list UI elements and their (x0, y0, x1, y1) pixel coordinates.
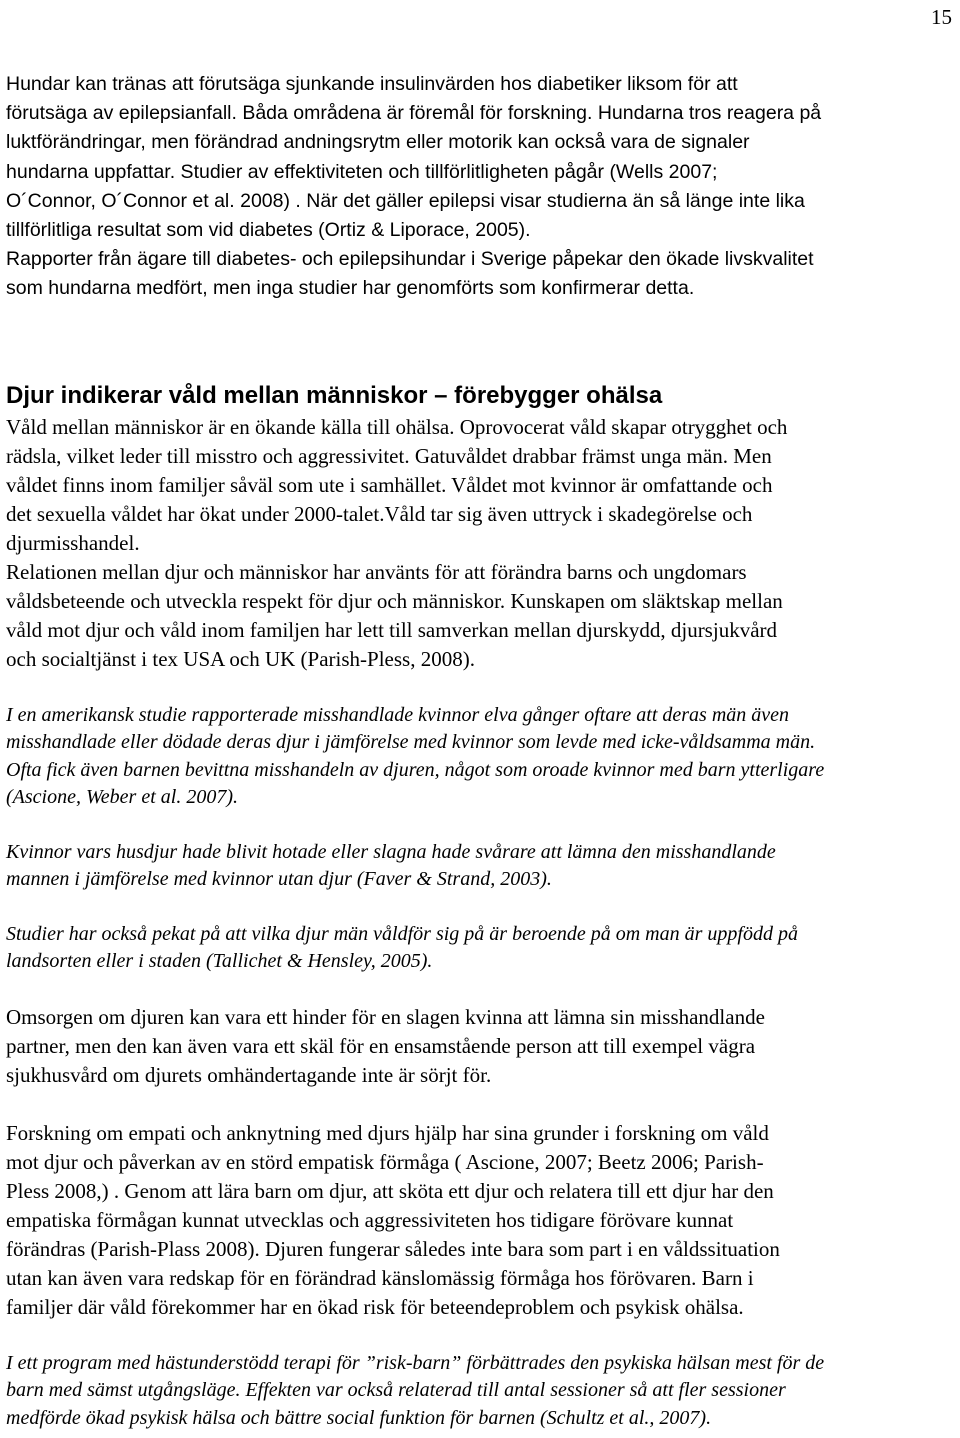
text-line: det sexuella våldet har ökat under 2000-talet.Våld tar sig även uttryck i skadegörelse och (6, 501, 753, 526)
text-line: O´Connor, O´Connor et al. 2008) . När det gäller epilepsi visar studierna än så länge inte lika (6, 189, 805, 212)
text-line: Våld mellan människor är en ökande källa till ohälsa. Oprovocerat våld skapar otrygghet och (6, 414, 788, 439)
text-line: Forskning om empati och anknytning med djurs hjälp har sina grunder i forskning om våld (6, 1120, 769, 1145)
text-line: och socialtjänst i tex USA och UK (Parish-Pless, 2008). (6, 646, 475, 671)
text-line: tillförlitliga resultat som vid diabetes (Ortiz & Liporace, 2005). (6, 219, 531, 242)
text-line: I en amerikansk studie rapporterade misshandlade kvinnor elva gånger oftare att deras män även (6, 703, 790, 726)
text-line: sjukhusvård om djurets omhändertagande inte är sörjt för. (6, 1062, 492, 1087)
italic-study-rural (6, 921, 960, 976)
text-line: djurmisshandel. (6, 530, 140, 555)
text-line: förutsäga av epilepsianfall. Båda områdena är föremål för forskning. Hundarna tros reagera på (6, 102, 822, 125)
text-line: våldsbeteende och utveckla respekt för djur och människor. Kunskapen om släktskap mellan (6, 588, 783, 613)
text-line: familjer där våld förekommer har en ökad risk för beteendeproblem och psykisk ohälsa. (6, 1294, 744, 1319)
text-line: Ofta fick även barnen bevittna misshandeln av djuren, något som oroade kvinnor med barn ytterligare (6, 758, 825, 781)
text-line: medförde ökad psykisk hälsa och bättre social funktion för barnen (Schultz et al., 2007). (6, 1406, 712, 1429)
text-line: luktförändringar, men förändrad andningsrytm eller motorik kan också vara de signaler (6, 131, 750, 154)
text-line: utan kan även vara redskap för en förändrad känslomässig förmåga hos förövaren. Barn i (6, 1265, 754, 1290)
document-body (6, 70, 960, 1432)
text-line: förändras (Parish-Plass 2008). Djuren fungerar således inte bara som part i en våldssituation (6, 1236, 780, 1261)
text-line: Rapporter från ägare till diabetes- och epilepsihundar i Sverige påpekar den ökade livskvalitet (6, 248, 814, 271)
text-line: Relationen mellan djur och människor har använts för att förändra barns och ungdomars (6, 559, 747, 584)
page-number: 15 (931, 5, 952, 29)
paragraph-care (6, 1003, 960, 1090)
text-line: våld mot djur och våld inom familjen har lett till samverkan mellan djurskydd, djursjukvård (6, 617, 778, 642)
paragraph-violence (6, 413, 960, 558)
italic-study-horse-therapy (6, 1350, 960, 1433)
text-line: I ett program med hästunderstödd terapi för ”risk-barn” förbättrades den psykiska hälsan mest för de (6, 1351, 825, 1374)
text-line: som hundarna medfört, men inga studier har genomförts som konfirmerar detta. (6, 277, 695, 300)
text-line: partner, men den kan även vara ett skäl för en ensamstående person att till exempel vägra (6, 1033, 756, 1058)
italic-study-american (6, 702, 960, 812)
text-line: mannen i jämförelse med kvinnor utan djur (Faver & Strand, 2003). (6, 868, 552, 891)
text-line: Omsorgen om djuren kan vara ett hinder för en slagen kvinna att lämna sin misshandlande (6, 1004, 765, 1029)
text-line: (Ascione, Weber et al. 2007). (6, 786, 238, 809)
text-line: Studier har också pekat på att vilka djur män våldför sig på är beroende på om man är uppfödd på (6, 922, 798, 945)
text-line: mot djur och påverkan av en störd empatisk förmåga ( Ascione, 2007; Beetz 2006; Parish- (6, 1149, 764, 1174)
paragraph-relation (6, 558, 960, 674)
text-line: barn med sämst utgångsläge. Effekten var också relaterad till antal sessioner så att fler sessioner (6, 1379, 786, 1402)
italic-study-pets (6, 839, 960, 894)
text-line: hundarna uppfattar. Studier av effektiviteten och tillförlitligheten pågår (Wells 2007; (6, 160, 718, 183)
paragraph-diabetes-dogs (6, 70, 960, 304)
text-line: våldet finns inom familjer såväl som ute i samhället. Våldet mot kvinnor är omfattande och (6, 472, 773, 497)
text-line: Kvinnor vars husdjur hade blivit hotade eller slagna hade svårare att lämna den misshandlande (6, 840, 776, 863)
text-line: landsorten eller i staden (Tallichet & Hensley, 2005). (6, 950, 433, 973)
text-line: Hundar kan tränas att förutsäga sjunkande insulinvärden hos diabetiker liksom för att (6, 73, 738, 95)
text-line: misshandlade eller dödade deras djur i jämförelse med kvinnor som levde med icke-våldsamma män. (6, 731, 816, 754)
section-heading: Djur indikerar våld mellan människor – förebygger ohälsa (6, 381, 663, 409)
text-line: empatiska förmågan kunnat utvecklas och aggressiviteten hos tidigare förövare kunnat (6, 1207, 734, 1232)
paragraph-empathy-research (6, 1119, 960, 1322)
text-line: Pless 2008,) . Genom att lära barn om djur, att sköta ett djur och relatera till ett djur har den (6, 1178, 774, 1203)
text-line: rädsla, vilket leder till misstro och aggressivitet. Gatuvåldet drabbar främst unga män. Men (6, 443, 772, 468)
